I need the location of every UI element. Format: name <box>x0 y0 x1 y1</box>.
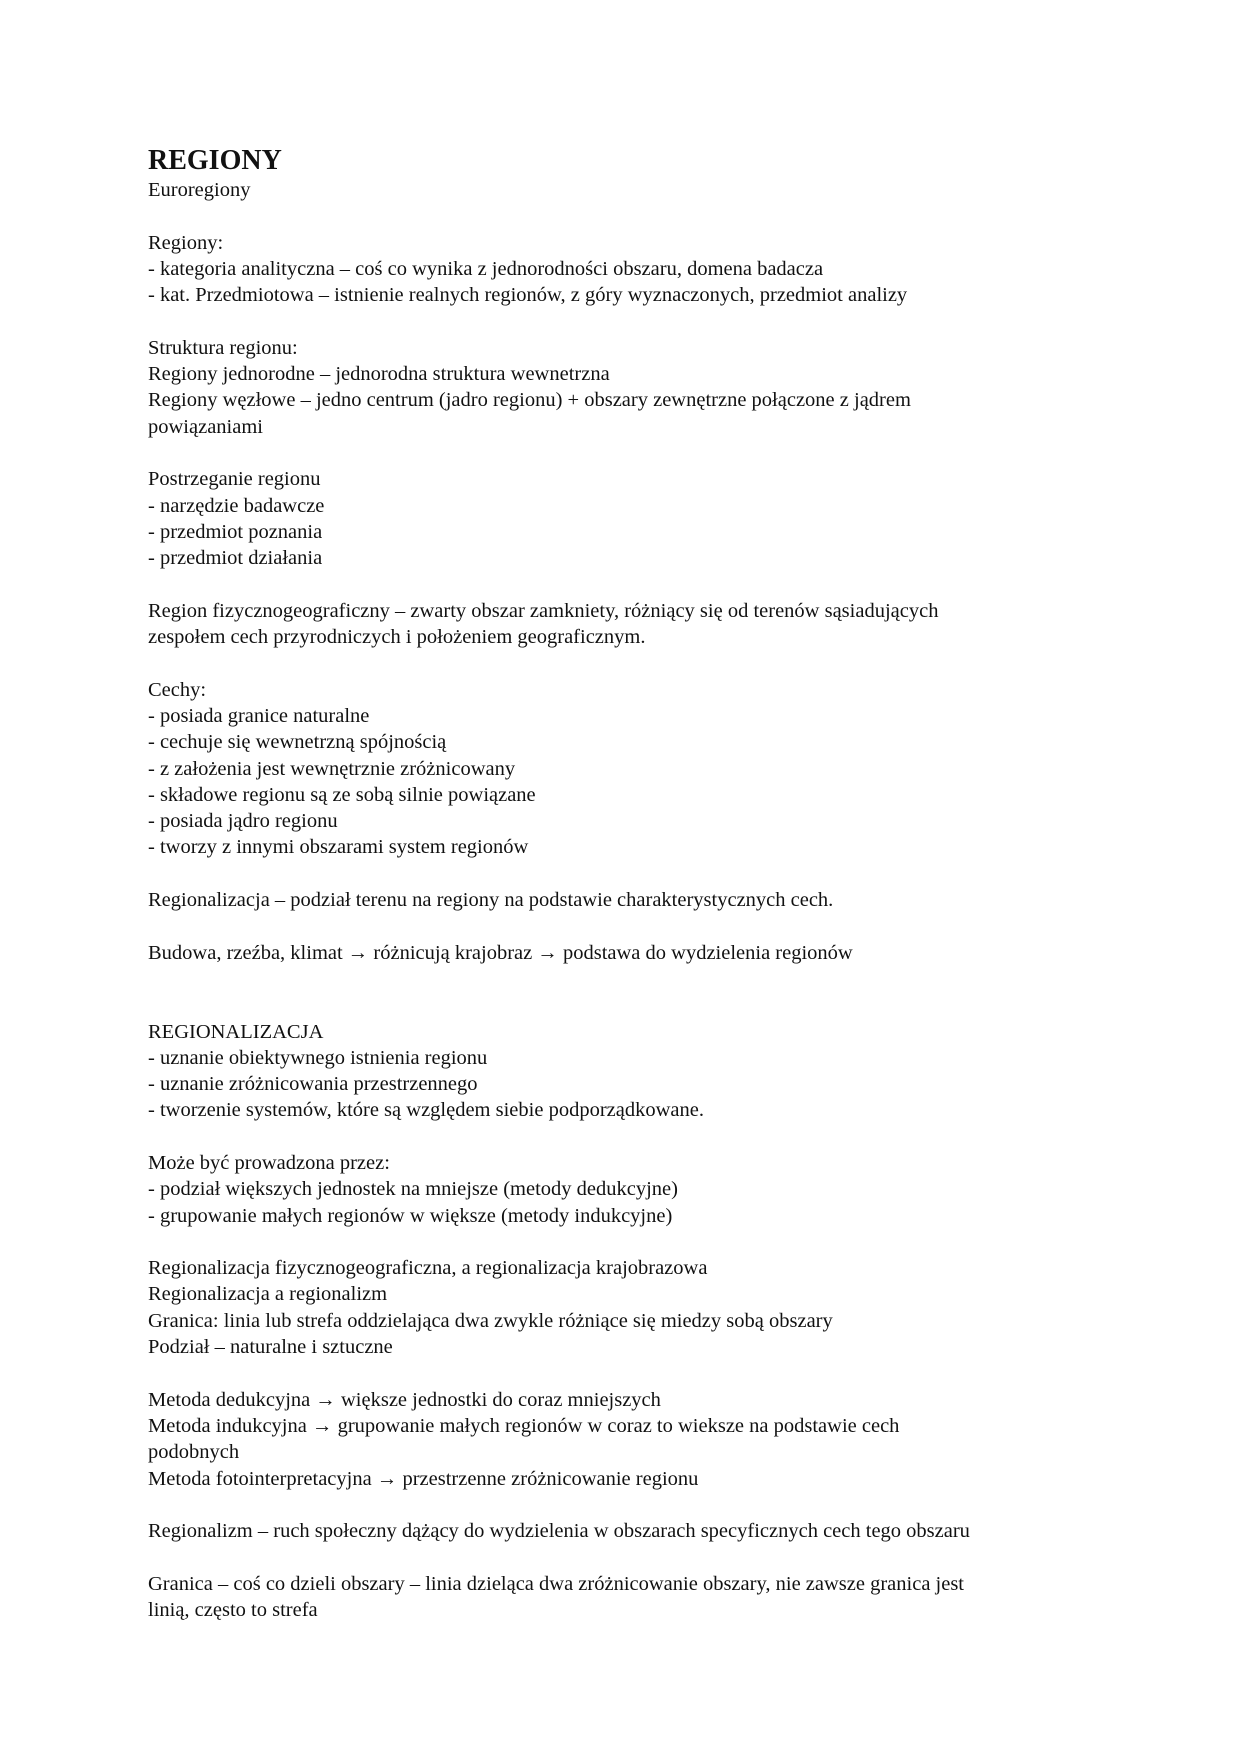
paragraph-line: powiązaniami <box>148 415 263 438</box>
paragraph-line: Regionalizacja fizycznogeograficzna, a regionalizacja krajobrazowa <box>148 1257 708 1280</box>
struktura-heading: Struktura regionu: <box>148 336 298 359</box>
list-item: - uznanie zróżnicowania przestrzennego <box>148 1073 478 1096</box>
paragraph-line: zespołem cech przyrodniczych i położeniem geograficznym. <box>148 626 646 649</box>
paragraph-line: Regiony węzłowe – jedno centrum (jadro regionu) + obszary zewnętrzne połączone z jądrem <box>148 389 911 412</box>
metoda-indukcyjna-cont: podobnych <box>148 1441 240 1464</box>
metoda-dedukcyjna: Metoda dedukcyjna → większe jednostki do coraz mniejszych <box>148 1388 661 1411</box>
list-item: - tworzy z innymi obszarami system regionów <box>148 836 529 859</box>
list-item: - grupowanie małych regionów w większe (metody indukcyjne) <box>148 1204 673 1227</box>
paragraph-line: Podział – naturalne i sztuczne <box>148 1336 393 1359</box>
document-title: REGIONY <box>148 145 282 176</box>
list-item: - podział większych jednostek na mniejsze (metody dedukcyjne) <box>148 1178 678 1201</box>
budowa-line: Budowa, rzeźba, klimat → różnicują krajobraz → podstawa do wydzielenia regionów <box>148 941 853 964</box>
moze-heading: Może być prowadzona przez: <box>148 1151 390 1174</box>
spacer <box>148 440 1088 466</box>
spacer <box>148 861 1088 887</box>
spacer <box>148 571 1088 597</box>
list-item: - cechuje się wewnetrzną spójnością <box>148 731 447 754</box>
regionalizacja-definition: Regionalizacja – podział terenu na regiony na podstawie charakterystycznych cech. <box>148 889 834 912</box>
spacer <box>148 1360 1088 1386</box>
spacer <box>148 913 1088 939</box>
list-item: - tworzenie systemów, które są względem siebie podporządkowane. <box>148 1099 704 1122</box>
list-item: - kategoria analityczna – coś co wynika z jednorodności obszaru, domena badacza <box>148 257 824 280</box>
spacer <box>148 650 1088 676</box>
document-page <box>148 145 1088 1623</box>
regiony-heading: Regiony: <box>148 231 224 254</box>
paragraph-line: Regiony jednorodne – jednorodna struktura wewnetrzna <box>148 363 610 386</box>
list-item: - z założenia jest wewnętrznie zróżnicowany <box>148 757 516 780</box>
list-item: - przedmiot działania <box>148 547 323 570</box>
list-item: - przedmiot poznania <box>148 520 323 543</box>
granica-line: Granica – coś co dzieli obszary – linia dzieląca dwa zróżnicowanie obszary, nie zawsze granica jest <box>148 1572 965 1595</box>
regionalizacja-heading: REGIONALIZACJA <box>148 1020 324 1043</box>
granica-line-cont: linią, często to strefa <box>148 1599 318 1622</box>
paragraph-line: Granica: linia lub strefa oddzielająca dwa zwykle różniące się miedzy sobą obszary <box>148 1309 833 1332</box>
paragraph-line: Regionalizacja a regionalizm <box>148 1283 388 1306</box>
paragraph-line: Region fizycznogeograficzny – zwarty obszar zamkniety, różniący się od terenów sąsiadujących <box>148 599 939 622</box>
list-item: - posiada granice naturalne <box>148 704 370 727</box>
list-item: - posiada jądro regionu <box>148 810 338 833</box>
spacer <box>148 1492 1088 1518</box>
spacer <box>148 203 1088 229</box>
postrzeganie-heading: Postrzeganie regionu <box>148 468 321 491</box>
metoda-indukcyjna: Metoda indukcyjna → grupowanie małych regionów w coraz to wieksze na podstawie cech <box>148 1414 900 1437</box>
spacer <box>148 966 1088 1019</box>
spacer <box>148 1124 1088 1150</box>
cechy-heading: Cechy: <box>148 678 207 701</box>
metoda-fotointerpretacyjna: Metoda fotointerpretacyjna → przestrzenne zróżnicowanie regionu <box>148 1467 699 1490</box>
spacer <box>148 1229 1088 1255</box>
list-item: - uznanie obiektywnego istnienia regionu <box>148 1046 488 1069</box>
spacer <box>148 1544 1088 1570</box>
regionalizm-line: Regionalizm – ruch społeczny dążący do wydzielenia w obszarach specyficznych cech tego obszaru <box>148 1520 970 1543</box>
list-item: - narzędzie badawcze <box>148 494 325 517</box>
document-subtitle: Euroregiony <box>148 179 251 201</box>
spacer <box>148 308 1088 334</box>
list-item: - kat. Przedmiotowa – istnienie realnych regionów, z góry wyznaczonych, przedmiot analizy <box>148 284 908 307</box>
list-item: - składowe regionu są ze sobą silnie powiązane <box>148 783 536 806</box>
